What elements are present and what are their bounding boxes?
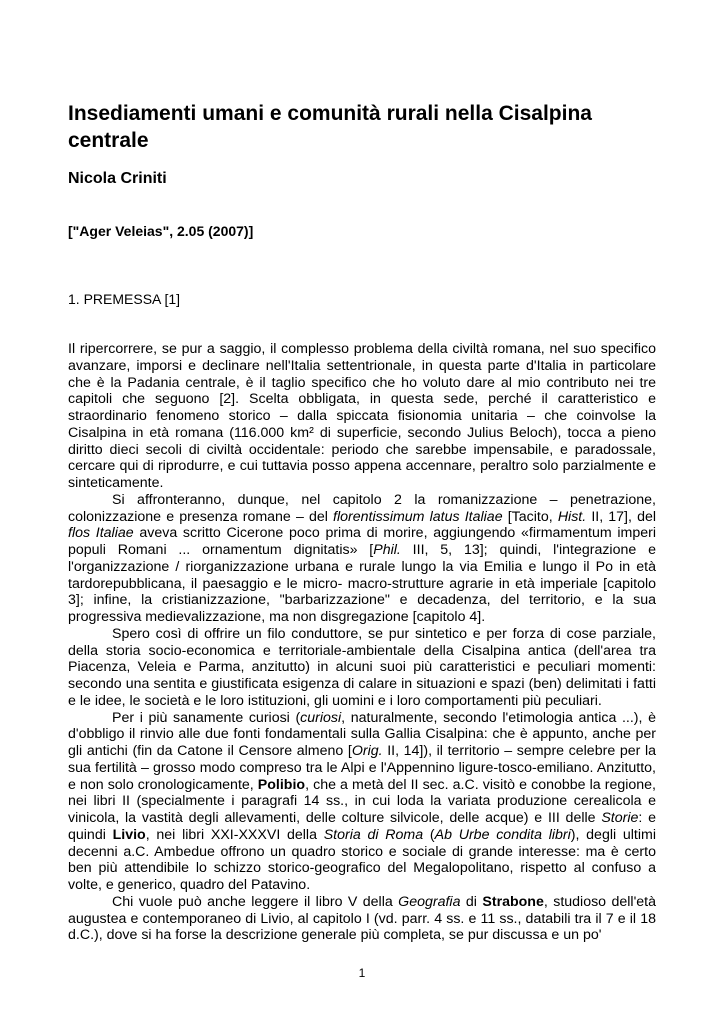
paragraph	[68, 894, 656, 944]
text-run: , naturalmente, secondo l'etimologia antica ...), è d'obbligo il rinvio alle due fonti fondamentali sulla Gallia Cisalpina: che è appunto, anche per gli antichi (fin da Catone il Censore almeno [	[68, 709, 656, 759]
paragraph	[68, 492, 656, 626]
italic-text: Hist.	[557, 508, 587, 525]
text-run: : e quindi	[68, 810, 656, 843]
text-run: Si affronteranno, dunque, nel capitolo 2 la romanizzazione – penetrazione, colonizzazione e presenza romane – del	[68, 491, 656, 525]
paragraph	[68, 341, 656, 492]
text-run: Il ripercorrere, se pur a saggio, il complesso problema della civiltà romana, nel suo specifico avanzare, imporsi e declinare nell'Italia settentrionale, in questa parte d'Italia in particolare che è la Padania centrale, è il taglio specifico che ho voluto dare al mio contributo nei tre capitoli che seguono [2]. Scelta obbligata, in questa sede, perché il caratteristico e straordinario fenomeno storico – dalla spiccata fisionomia unitaria – che coinvolse la Cisalpina in età romana (116.000 km² di superficie, secondo Julius Beloch), tocca a pieno diritto dieci secoli di civiltà occidentale: periodo che sarebbe impensabile, e paradossale, cercare qui di riprodurre, e cui tuttavia posso appena accennare, peraltro solo parzialmente e sinteticamente.	[68, 341, 656, 491]
text-run: Chi vuole può anche leggere il libro V della	[112, 893, 399, 910]
italic-text: Geografia	[398, 893, 461, 910]
italic-text: flos Italiae	[68, 525, 134, 542]
bold-text: Strabone	[482, 893, 544, 910]
document-title: Insediamenti umani e comunità rurali nella Cisalpina centrale	[68, 102, 592, 152]
text-run: ), degli ultimi decenni a.C. Ambedue offrono un quadro storico e sociale di grande interesse: ma è certo ben più attendibile lo schizzo storico-geografico del Megalopolitano, rispetto al confuso a volte, e generico, quadro del Patavino.	[68, 826, 656, 893]
italic-text: Storia di Roma	[323, 826, 424, 843]
text-run: Spero così di offrire un filo conduttore, se pur sintetico e per forza di cose parziale, della storia socio-economica e territoriale-ambientale della Cisalpina antica (dell'area tra Piacenza, Veleia e Parma, anzitutto) in alcuni suoi più caratteristici e peculiari momenti: secondo una sentita e giustificata esigenza di calare in situazioni e spazi (ben) delimitati i fatti e le idee, le società e le loro istituzioni, gli uomini e i loro comportamenti più peculiari.	[68, 625, 656, 709]
author-name: Nicola Criniti	[68, 170, 167, 187]
paragraph	[68, 626, 656, 710]
text-run: aveva scritto Cicerone poco prima di morire, aggiungendo «firmamentum imperi populi Romani ... ornamentum dignitatis» [	[68, 525, 656, 558]
text-run: II, 17], del	[586, 508, 657, 525]
text-run: di	[460, 893, 483, 910]
text-run: , nei libri XXI-XXXVI della	[145, 826, 324, 843]
italic-text: florentissimum latus Italiae	[333, 508, 503, 525]
italic-text: Phil.	[373, 542, 401, 558]
body-text	[68, 341, 656, 944]
bold-text: Polibio	[257, 776, 306, 793]
text-run: [Tacito,	[502, 508, 558, 525]
text-run: , che a metà del II sec. a.C. visitò e conobbe la regione, nei libri II (specialmente i paragrafi 14 ss., in cui loda la variata produzione cerealicola e vinicola, la vastità degli allevamenti, delle colture silvicole, delle acque) e III delle	[68, 776, 656, 826]
section-heading: 1. PREMESSA [1]	[68, 291, 181, 307]
page-number: 1	[358, 966, 366, 980]
text-run: Per i più sanamente curiosi (	[112, 709, 301, 726]
bold-text: Livio	[112, 826, 146, 843]
text-run: , studioso dell'età augustea e contemporaneo di Livio, al capitolo I (vd. parr. 4 ss. e 11 ss., databili tra il 7 e il 18 d.C.), dove si ha forse la descrizione generale più completa, se pur discussa e un po'	[68, 893, 657, 944]
italic-text: Ab Urbe condita libri	[434, 826, 571, 843]
text-run: III, 5, 13]; quindi, l'integrazione e l'organizzazione / riorganizzazione urbana e rurale lungo la via Emilia e lungo il Po in età tardorepubblicana, il paesaggio e le micro- macro-strutture agrarie in età imperiale [capitolo 3]; infine, la cristianizzazione, "barbarizzazione" e decadenza, del territorio, e la sua progressiva medievalizzazione, ma non disgregazione [capitolo 4].	[68, 542, 656, 625]
italic-text: Orig.	[351, 743, 383, 759]
text-run: (	[423, 826, 435, 843]
text-run: II, 14]), il territorio – sempre celebre per la sua fertilità – grosso modo compreso tra le Alpi e l'Appennino ligure-tosco-emiliano. Anzitutto, e non solo cronologicamente,	[68, 743, 656, 793]
italic-text: curiosi	[300, 709, 342, 726]
source-citation: ["Ager Veleias", 2.05 (2007)]	[68, 223, 254, 239]
italic-text: Storie	[601, 810, 639, 826]
paragraph	[68, 710, 656, 894]
